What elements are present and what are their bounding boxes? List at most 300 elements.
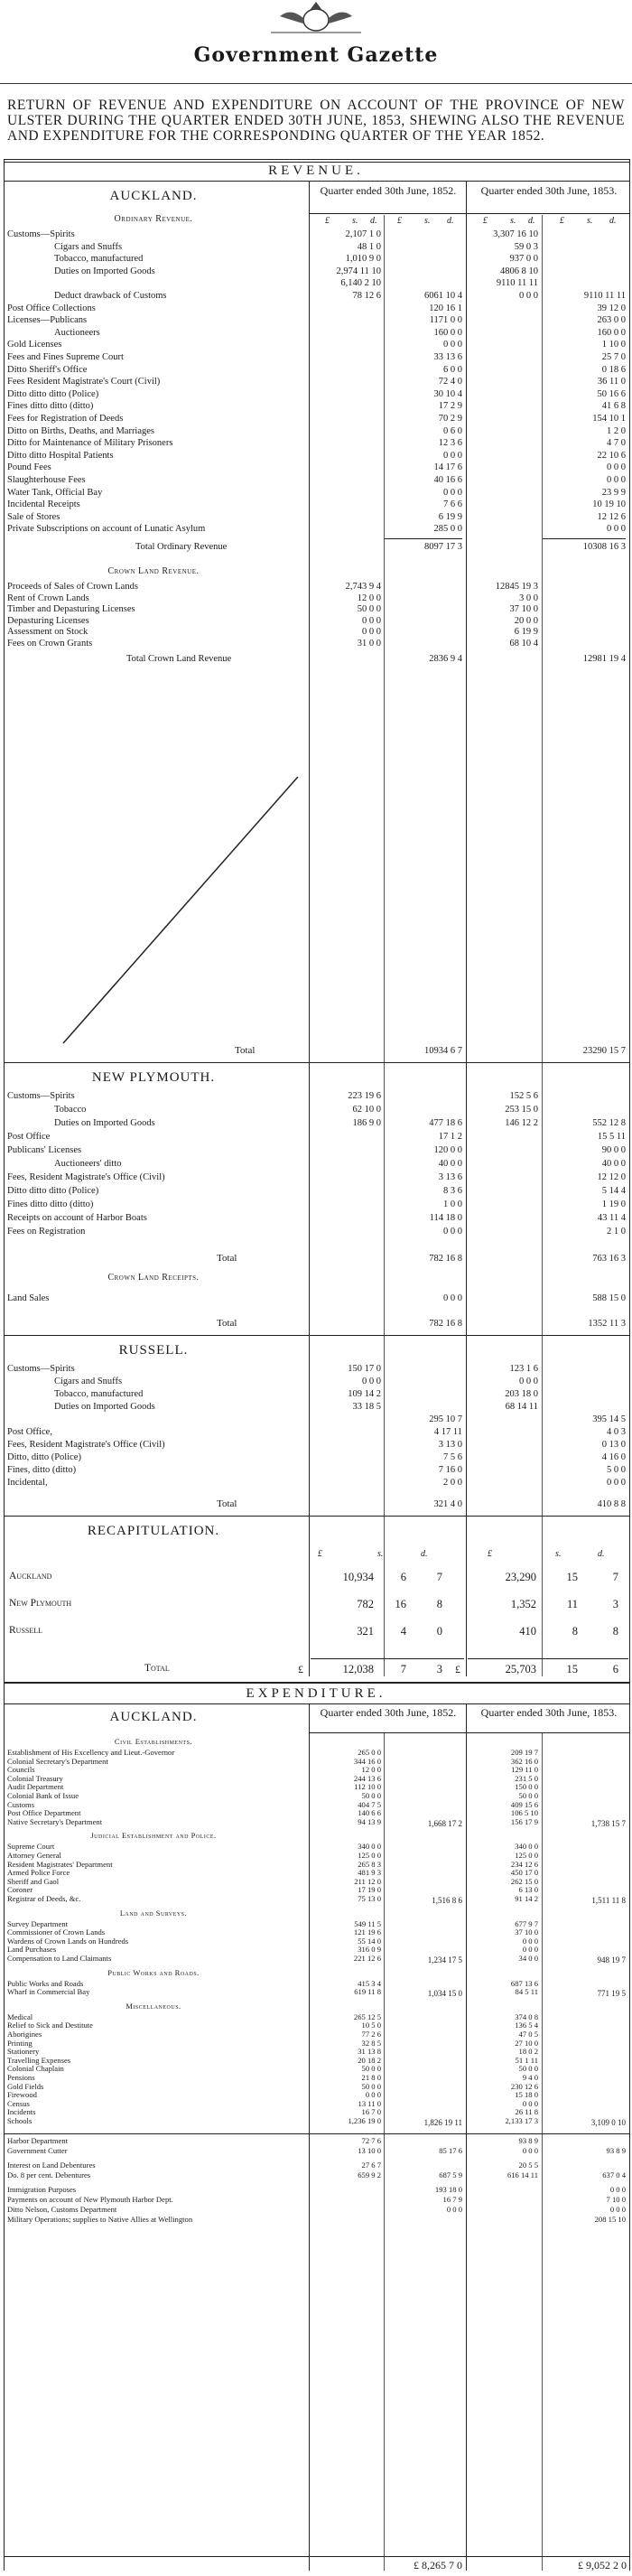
revenue-row-label: Fees, Resident Magistrate's Office (Civil) (7, 1172, 165, 1182)
lsd-shillings-1b: s. (424, 216, 431, 226)
exp-row-1853: 262 15 0 (510, 1876, 538, 1886)
exp-row-label: Armed Police Force (7, 1869, 70, 1878)
exp-row-1853: 47 0 5 (518, 2030, 538, 2039)
value-1853: 40 0 0 (601, 1159, 626, 1169)
recap-b-pounds: 1,352 (510, 1598, 536, 1610)
revenue-row-label: Customs—Spirits (7, 229, 75, 239)
revenue-row-label: Licenses—Publicans (7, 315, 88, 326)
exp-group-total-1852: 1,826 19 11 (423, 2118, 462, 2127)
exp-group-total-1853: 1,738 15 7 (590, 1818, 626, 1828)
value-1852: 7 6 6 (443, 499, 462, 510)
revenue-row-label: Cigars and Snuffs (54, 241, 123, 252)
recap-total-label: Total (144, 1663, 170, 1674)
gazette-masthead-title: Government Gazette (193, 43, 439, 67)
lsd-pounds-2: £ (483, 216, 488, 226)
value-1852: 0 0 0 (443, 340, 462, 350)
exp-row-1853: 0 0 0 (522, 1936, 538, 1946)
value-1852: 120 16 1 (429, 303, 462, 313)
exp-row-1852: 77 2 6 (361, 2030, 381, 2039)
exp-row-1853: 51 1 11 (515, 2055, 538, 2065)
value-1853: 2 1 0 (607, 1227, 626, 1237)
value-1852-sub: 186 9 0 (352, 1118, 381, 1128)
expenditure-heading-rule (4, 1703, 630, 1704)
revenue-row-label: Tobacco, manufactured (54, 1389, 144, 1399)
value-1852-sub: 223 19 6 (348, 1091, 381, 1101)
recap-rule-b (468, 1658, 628, 1659)
recap-lsd-header: £ (488, 1549, 492, 1559)
value-1853: 12 12 6 (597, 511, 626, 522)
value-1852: 40 16 6 (433, 475, 462, 485)
recap-a-pence: 7 (436, 1571, 442, 1583)
crown-total-1853: 12981 19 4 (582, 654, 626, 664)
value-1853: 39 12 0 (597, 303, 626, 313)
value-1852: 12 3 6 (438, 438, 462, 449)
crown-land-revenue-subheading: Crown Land Revenue. (107, 566, 200, 576)
exp-row-1853: 6 13 0 (518, 1885, 538, 1895)
exp-row-1853: 687 13 6 (510, 1978, 538, 1988)
exp-group-heading: Land and Surveys. (119, 1908, 188, 1918)
exp-misc-1852: 193 18 0 (434, 2184, 462, 2194)
value-1852: 17 2 9 (438, 401, 462, 412)
exp-group-total-1853: 948 19 7 (597, 1955, 626, 1965)
exp-row-1853: 340 0 0 (515, 1842, 538, 1852)
lsd-pounds-2b: £ (560, 216, 564, 226)
exp-row-1852: 112 10 0 (354, 1782, 381, 1792)
exp-row-1852: 549 11 5 (354, 1918, 381, 1928)
exp-row-1852: 481 9 3 (358, 1868, 381, 1878)
exp-misc-1852-sub: 659 9 2 (358, 2170, 381, 2179)
revenue-row-label: Ditto on Births, Deaths, and Marriages (7, 425, 155, 436)
auckland-total-1852: 10934 6 7 (424, 1046, 462, 1056)
recap-lsd-header: s. (555, 1549, 562, 1559)
lsd-pence-1b: d. (447, 216, 454, 226)
value-1852-sub: 12 0 0 (357, 593, 381, 603)
value-1853: 15 5 11 (597, 1132, 626, 1142)
exp-row-1853: 677 9 7 (515, 1918, 538, 1928)
revenue-row-label: Proceeds of Sales of Crown Lands (7, 582, 138, 592)
value-1853: 41 6 8 (601, 401, 626, 412)
crown-total-1852: 2836 9 4 (429, 654, 462, 664)
recap-lsd-header: d. (598, 1549, 605, 1559)
exp-group-total-1853: 771 19 5 (597, 1989, 626, 1999)
exp-row-1852: 21 8 0 (361, 2073, 381, 2082)
revenue-row-label: Post Office (7, 1132, 51, 1142)
exp-misc-label: Payments on account of New Plymouth Harbor Dept. (7, 2195, 173, 2204)
value-1852: 6061 10 4 (424, 291, 462, 301)
exp-misc-label: Military Operations; supplies to Native Allies at Wellington (7, 2215, 193, 2224)
value-1852-sub: 33 18 5 (352, 1402, 381, 1412)
exp-group-total-1852: 1,234 17 5 (427, 1955, 462, 1965)
recap-b-shillings: 8 (572, 1625, 578, 1638)
value-1852: 7 16 0 (438, 1465, 462, 1475)
value-1853: 0 18 6 (601, 364, 626, 375)
exp-row-label: Medical (7, 2012, 33, 2021)
ordinary-total-rule-b (543, 538, 626, 539)
exp-misc-1852: 16 7 9 (442, 2194, 462, 2204)
value-1853: 1 10 0 (601, 340, 626, 350)
value-1852: 17 1 2 (438, 1132, 462, 1142)
value-1852: 295 10 7 (429, 1414, 462, 1424)
exp-row-1852: 10 5 0 (361, 2021, 381, 2030)
value-1853-sub: 68 10 4 (509, 639, 538, 649)
exp-row-1852: 12 0 0 (361, 1765, 381, 1775)
exp-row-1852: 125 0 0 (358, 1851, 381, 1860)
lsd-shillings-2b: s. (587, 216, 593, 226)
exp-auckland-heading: AUCKLAND. (109, 1710, 198, 1724)
exp-group-total-1853: 3,109 0 10 (590, 2118, 626, 2127)
recap-total-a-pounds: 12,038 (342, 1663, 374, 1675)
exp-row-1853: 15 18 0 (515, 2090, 538, 2100)
exp-col-header-rule (309, 1732, 630, 1733)
left-border (4, 159, 5, 2571)
value-1852: 8 3 6 (443, 1186, 462, 1196)
pound-sign-b: £ (455, 1663, 460, 1675)
exp-row-label: Land Purchases (7, 1946, 57, 1955)
lsd-shillings-2: s. (510, 216, 516, 226)
exp-row-1852: 121 19 6 (353, 1927, 381, 1937)
lsd-pounds-1: £ (325, 216, 330, 226)
value-1852-sub: 78 12 6 (352, 291, 381, 301)
exp-row-label: Compensation to Land Claimants (7, 1955, 112, 1963)
revenue-row-label: Post Office Collections (7, 303, 96, 313)
value-1852: 3 13 6 (438, 1172, 462, 1182)
exp-misc-1853: 637 0 4 (602, 2170, 626, 2179)
value-1853: 43 11 4 (597, 1213, 626, 1223)
ordinary-total-1852: 8097 17 3 (424, 542, 462, 552)
value-1853: 160 0 0 (597, 327, 626, 338)
exp-misc-1853-sub: 0 0 0 (522, 2145, 538, 2155)
revenue-row-label: Auctioneers' ditto (54, 1159, 122, 1169)
value-1852: 114 18 0 (429, 1213, 462, 1223)
revenue-row-label: Fees on Registration (7, 1227, 86, 1237)
exp-row-1852: 140 6 6 (358, 1808, 381, 1818)
exp-row-label: Colonial Bank of Issue (7, 1792, 79, 1800)
ordinary-revenue-subheading: Ordinary Revenue. (114, 214, 193, 224)
exp-col-rule-1 (309, 1703, 310, 2571)
value-1853: 0 0 0 (607, 462, 626, 473)
value-1852: 6 0 0 (443, 364, 462, 375)
recap-lsd-header: s. (377, 1549, 384, 1559)
value-1852-sub: 0 0 0 (362, 615, 381, 626)
revenue-row-label: Duties on Imported Goods (54, 266, 155, 276)
recap-total-b-shillings: 15 (566, 1663, 578, 1675)
value-1852: 70 2 9 (438, 414, 462, 424)
exp-row-1853: 209 19 7 (510, 1748, 538, 1757)
revenue-heading: REVENUE. (268, 163, 364, 178)
revenue-row-label: Assessment on Stock (7, 627, 88, 638)
recap-total-b-pence: 6 (612, 1663, 618, 1675)
revenue-row-label: Deduct drawback of Customs (54, 291, 167, 301)
exp-row-1852: 17 19 0 (358, 1885, 381, 1895)
exp-row-1852: 50 0 0 (361, 2064, 381, 2074)
value-1853-sub: 203 18 0 (505, 1389, 538, 1399)
return-title: RETURN OF REVENUE AND EXPENDITURE ON ACCOUNT OF THE PROVINCE OF NEW ULSTER DURING THE QUARTER ENDED 30TH JUNE, 1853, SHEWING ALSO THE REVENUE AND EXPENDITURE FOR THE CORRESPONDING QUARTER OF THE YEAR 1852. (7, 98, 625, 144)
crown-land-receipts-subheading: Crown Land Receipts. (107, 1273, 200, 1283)
recap-total-b-pounds: 25,703 (505, 1663, 536, 1675)
exp-misc-label: Interest on Land Debentures (7, 2161, 96, 2170)
revenue-row-label: Fines ditto ditto (ditto) (7, 401, 94, 412)
revenue-row-label: Receipts on account of Harbor Boats (7, 1213, 147, 1223)
exp-misc-1853: 0 0 0 (609, 2184, 626, 2194)
exp-misc-1852-sub: 27 6 7 (361, 2160, 381, 2170)
cancellation-diagonal (54, 777, 307, 1048)
exp-misc-rule (4, 2133, 630, 2134)
revenue-row-label: Customs—Spirits (7, 1364, 75, 1374)
np-subtotal-1853: 763 16 3 (592, 1254, 626, 1264)
exp-row-label: Travelling Expenses (7, 2056, 71, 2065)
exp-row-label: Public Works and Roads (7, 1979, 84, 1988)
exp-row-1853: 9 4 0 (522, 2073, 538, 2082)
new-plymouth-heading: NEW PLYMOUTH. (91, 1070, 216, 1085)
revenue-row-label: Water Tank, Official Bay (7, 487, 103, 498)
np-total-label: Total (217, 1318, 237, 1329)
revenue-row-label: Fees, Resident Magistrate's Office (Civil) (7, 1440, 165, 1450)
value-1852: 285 0 0 (433, 524, 462, 535)
revenue-row-label: Incidental, (7, 1478, 48, 1488)
exp-group-heading: Judicial Establishment and Police. (90, 1831, 217, 1841)
value-1852-sub: 6,140 2 10 (340, 278, 381, 289)
recap-heading: RECAPITULATION. (87, 1524, 220, 1538)
exp-row-1853: 91 14 2 (515, 1894, 538, 1903)
right-border (629, 159, 630, 2571)
recap-b-pence: 7 (612, 1571, 618, 1583)
revenue-row-label: Timber and Depasturing Licenses (7, 604, 135, 615)
recap-a-pence: 8 (436, 1598, 442, 1610)
revenue-row-label: Pound Fees (7, 462, 51, 473)
revenue-row-label: Fines, ditto (ditto) (7, 1465, 77, 1475)
exp-row-label: Registrar of Deeds, &c. (7, 1895, 81, 1903)
revenue-row-label: Fees for Registration of Deeds (7, 414, 124, 424)
auckland-total-1853: 23290 15 7 (582, 1046, 626, 1056)
value-1853-sub: 3,307 16 10 (493, 229, 538, 239)
value-1853: 9110 11 11 (583, 291, 626, 301)
exp-row-label: Wharf in Commercial Bay (7, 1988, 90, 1997)
revenue-row-label: Tobacco, manufactured (54, 254, 144, 265)
recap-b-pence: 8 (612, 1625, 618, 1638)
exp-row-1853: 50 0 0 (518, 2064, 538, 2074)
value-1852: 0 6 0 (443, 425, 462, 436)
lsd-shillings-1: s. (352, 216, 358, 226)
value-1853-sub: 152 5 6 (509, 1091, 538, 1101)
masthead-rule (0, 83, 632, 84)
value-1853: 1 2 0 (607, 425, 626, 436)
value-1852: 3 13 0 (438, 1440, 462, 1450)
exp-row-1852: 32 8 5 (361, 2038, 381, 2048)
expenditure-heading: EXPENDITURE. (246, 1686, 386, 1701)
revenue-row-label: Tobacco (54, 1105, 87, 1115)
recap-a-pounds: 782 (357, 1598, 374, 1610)
value-1852-sub: 0 0 0 (362, 627, 381, 638)
exp-row-1853: 234 12 6 (510, 1859, 538, 1869)
value-1852-sub: 150 17 0 (348, 1364, 381, 1374)
value-1853: 0 0 0 (607, 524, 626, 535)
np-total-1853: 1352 11 3 (588, 1319, 626, 1329)
value-1852: 72 4 0 (438, 377, 462, 387)
exp-row-1853: 34 0 0 (518, 1954, 538, 1963)
revenue-row-label: Depasturing Licenses (7, 615, 89, 626)
exp-col-1853-header: Quarter ended 30th June, 1853. (480, 1706, 618, 1719)
value-1853: 5 14 4 (601, 1186, 626, 1196)
value-1853-sub: 20 0 0 (514, 615, 538, 626)
exp-row-label: Firewood (7, 2091, 37, 2100)
value-1853: 395 14 5 (592, 1414, 626, 1424)
value-1852-sub: 2,107 1 0 (345, 229, 381, 239)
value-1853: 10 19 10 (592, 499, 626, 510)
value-1853: 1 19 0 (601, 1199, 626, 1209)
exp-row-1852: 344 16 0 (353, 1756, 381, 1766)
recap-a-pounds: 10,934 (342, 1571, 374, 1583)
exp-group-total-1852: 1,034 15 0 (427, 1989, 462, 1999)
russell-total-1853: 410 8 8 (597, 1499, 626, 1509)
exp-row-1852: 265 0 0 (358, 1748, 381, 1757)
exp-row-1852: 244 13 6 (353, 1773, 381, 1783)
lsd-pence-2b: d. (609, 216, 617, 226)
exp-row-label: Establishment of His Excellency and Lieut.-Governor (7, 1749, 175, 1757)
royal-arms-crest-icon (271, 0, 361, 36)
russell-total-label: Total (217, 1498, 237, 1509)
value-1852-sub: 2,743 9 4 (345, 582, 381, 592)
recap-a-shillings: 4 (400, 1625, 406, 1638)
exp-row-1852: 211 12 0 (354, 1876, 381, 1886)
value-1852: 160 0 0 (433, 327, 462, 338)
value-1853: 50 16 6 (597, 388, 626, 399)
value-1853: 0 0 0 (607, 475, 626, 485)
russell-total-1852: 321 4 0 (433, 1499, 462, 1509)
recap-total-a-pence: 3 (436, 1663, 442, 1675)
value-1852-sub: 109 14 2 (348, 1389, 381, 1399)
auckland-revenue-heading: AUCKLAND. (109, 189, 198, 203)
land-sales-1853: 588 15 0 (592, 1293, 626, 1303)
exp-row-1852: 404 7 5 (358, 1799, 381, 1809)
revenue-row-label: Fees on Crown Grants (7, 639, 93, 649)
exp-row-1853: 136 5 4 (515, 2021, 538, 2030)
exp-row-label: Stationery (7, 2048, 40, 2057)
value-1853-sub: 937 0 0 (509, 254, 538, 265)
exp-row-label: Printing (7, 2039, 33, 2048)
lsd-pence-1: d. (370, 216, 377, 226)
value-1852: 33 13 6 (433, 352, 462, 362)
exp-row-1852: 340 0 0 (358, 1842, 381, 1852)
exp-row-1852: 20 18 2 (358, 2055, 381, 2065)
exp-row-1853: 156 17 9 (510, 1816, 538, 1826)
value-1852: 1171 0 0 (429, 315, 462, 326)
value-1852: 0 0 0 (443, 1227, 462, 1237)
revenue-col-1852-header: Quarter ended 30th June, 1852. (320, 184, 457, 197)
recap-a-pounds: 321 (357, 1625, 374, 1638)
exp-row-1852: 265 8 3 (358, 1859, 381, 1869)
auckland-total-label: Total (235, 1045, 256, 1056)
value-1852: 30 10 4 (433, 388, 462, 399)
revenue-row-label: Duties on Imported Goods (54, 1402, 155, 1412)
exp-misc-1852: 85 17 6 (439, 2145, 462, 2155)
exp-row-1852: 13 11 0 (358, 2098, 381, 2108)
exp-row-1852: 619 11 8 (354, 1987, 381, 1997)
col-header-rule (309, 213, 630, 214)
revenue-heading-rule (4, 181, 630, 182)
recap-total-a-shillings: 7 (400, 1663, 406, 1675)
exp-row-1852: 50 0 0 (361, 2081, 381, 2091)
value-1852: 40 0 0 (438, 1159, 462, 1169)
land-sales-1852: 0 0 0 (443, 1293, 462, 1303)
value-1853-sub: 123 1 6 (509, 1364, 538, 1374)
exp-row-1853: 230 12 6 (510, 2081, 538, 2091)
value-1853: 0 13 0 (601, 1440, 626, 1450)
recap-lsd-header: d. (421, 1549, 428, 1559)
revenue-row-label: Private Subscriptions on account of Lunatic Asylum (7, 524, 206, 535)
exp-misc-1852-sub: 72 7 6 (361, 2135, 381, 2145)
value-1853: 23 9 9 (601, 487, 626, 498)
exp-row-label: Pensions (7, 2074, 35, 2082)
exp-row-1853: 450 17 0 (510, 1868, 538, 1878)
crown-total-label: Total Crown Land Revenue (126, 654, 232, 664)
russell-end-rule (4, 1516, 630, 1517)
exp-group-total-1853: 1,511 11 8 (591, 1896, 626, 1905)
exp-row-label: Survey Department (7, 1919, 69, 1928)
exp-row-1853: 129 11 0 (511, 1765, 538, 1775)
exp-row-label: Aborigines (7, 2030, 42, 2039)
exp-row-label: Customs (7, 1800, 35, 1809)
exp-row-1853: 0 0 0 (522, 2098, 538, 2108)
exp-row-label: Coroner (7, 1886, 33, 1895)
exp-row-label: Sheriff and Gaol (7, 1877, 60, 1886)
revenue-row-label: Auctioneers (54, 327, 100, 338)
exp-row-1853: 125 0 0 (515, 1851, 538, 1860)
exp-row-1852: 94 13 9 (358, 1816, 381, 1826)
exp-row-label: Gold Fields (7, 2082, 44, 2091)
ordinary-total-rule-a (385, 538, 462, 539)
exp-row-1853: 150 0 0 (515, 1782, 538, 1792)
revenue-top-rule (4, 159, 630, 163)
value-1853-sub: 12845 19 3 (495, 582, 538, 592)
recap-b-pounds: 410 (519, 1625, 536, 1638)
value-1852: 0 0 0 (443, 450, 462, 461)
exp-row-1853: 26 11 8 (515, 2107, 538, 2117)
exp-misc-label: Government Cutter (7, 2146, 68, 2155)
exp-row-label: Incidents (7, 2108, 36, 2117)
value-1853: 36 11 0 (597, 377, 626, 387)
exp-row-1853: 106 5 10 (510, 1808, 538, 1818)
recap-a-shillings: 6 (400, 1571, 406, 1583)
col-rule-2 (466, 181, 467, 1676)
col-rule-1 (309, 181, 310, 1676)
recap-b-shillings: 15 (566, 1571, 578, 1583)
revenue-row-label: Ditto Sheriff's Office (7, 364, 88, 375)
exp-row-label: Census (7, 2099, 30, 2108)
value-1852-sub: 50 0 0 (357, 604, 381, 615)
value-1852-sub: 62 10 0 (352, 1105, 381, 1115)
exp-misc-label: Ditto Nelson, Customs Department (7, 2205, 117, 2214)
value-1852: 477 18 6 (429, 1118, 462, 1128)
value-1853: 90 0 0 (601, 1145, 626, 1155)
value-1853: 4 7 0 (607, 438, 626, 449)
exp-row-label: Colonial Chaplain (7, 2065, 64, 2074)
exp-misc-label: Harbor Department (7, 2136, 69, 2145)
value-1853: 4 16 0 (601, 1452, 626, 1462)
value-1853: 263 0 0 (597, 315, 626, 326)
value-1852: 6 19 9 (438, 511, 462, 522)
exp-row-1852: 1,236 19 0 (348, 2116, 381, 2125)
lsd-pence-2: d. (528, 216, 535, 226)
recap-row-label: Auckland (9, 1571, 52, 1582)
exp-misc-1853: 7 10 0 (606, 2194, 626, 2204)
value-1853-sub: 253 15 0 (505, 1105, 538, 1115)
exp-row-1853: 37 10 0 (515, 1927, 538, 1937)
exp-misc-label: Do. 8 per cent. Debentures (7, 2170, 91, 2179)
exp-row-label: Relief to Sick and Destitute (7, 2021, 93, 2030)
exp-misc-1853: 208 15 10 (594, 2214, 626, 2224)
revenue-row-label: Slaughterhouse Fees (7, 475, 86, 485)
value-1852-sub: 48 1 0 (357, 241, 381, 252)
